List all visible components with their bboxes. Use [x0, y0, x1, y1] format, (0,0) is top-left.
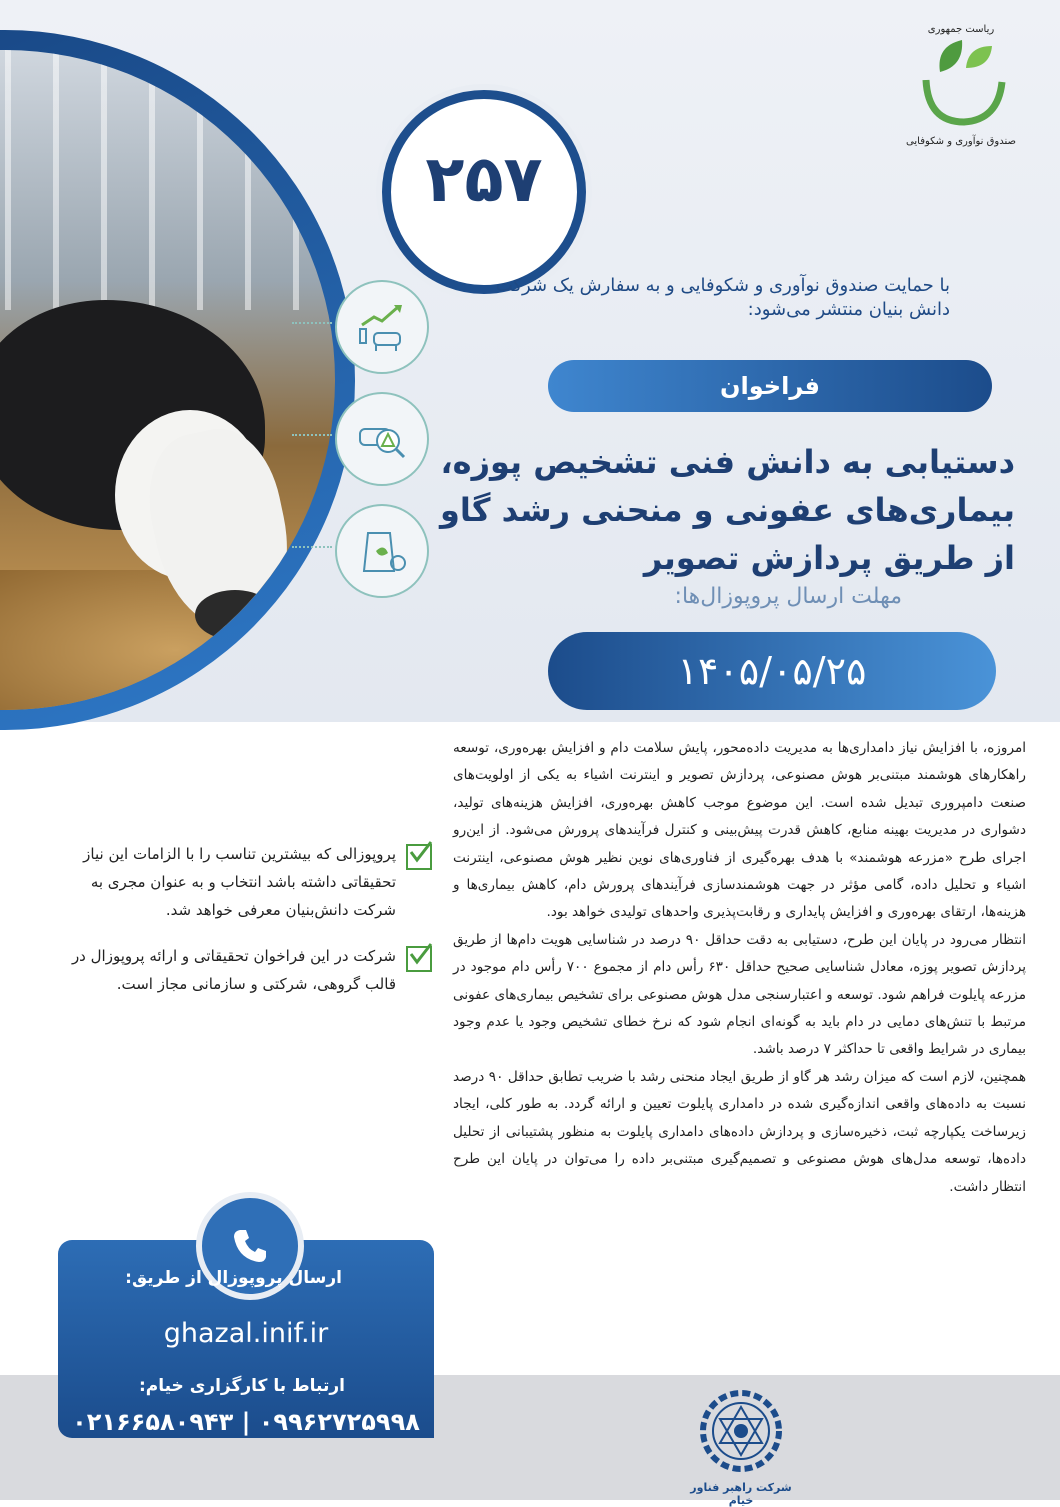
sponsor-text: با حمایت صندوق نوآوری و شکوفایی و به سفارش یک شرکت دانش بنیان منتشر می‌شود:: [495, 275, 950, 320]
body-paragraph: امروزه، با افزایش نیاز دامداری‌ها به مدیریت داده‌محور، پایش سلامت دام و افزایش بهره‌وری، توسعه راهکارهای هوشمند مبتنی‌بر هوش مصنوعی، پردازش تصویر و اینترنت اشیاء به یکی از اولویت‌های صنعت دامپروری تبدیل شده است. این موضوع موجب کاهش بهره‌وری، افزایش هزینه‌های تولید، دشواری در مدیریت بهینه منابع، کاهش قدرت پیش‌بینی و کنترل فرآیندهای پرورش می‌شود. از این‌رو اجرای طرح «مزرعه هوشمند» با هدف بهره‌گیری از فناوری‌های نوین نظیر هوش مصنوعی، اینترنت اشیاء و تحلیل داده، گامی مؤثر در جهت هوشمندسازی فرآیندهای پرورش دام، کاهش بیماری‌ها و هزینه‌ها، ارتقای بهره‌وری و افزایش پایداری و رقابت‌پذیری واحدهای تولیدی خواهد بود.: [453, 740, 1026, 921]
checkmark-icon: [406, 946, 432, 972]
connector-line: [292, 434, 332, 436]
body-paragraph: همچنین، لازم است که میزان رشد هر گاو از طریق ایجاد منحنی رشد با ضریب تطابق حداقل ۹۰ درصد نسبت به داده‌های واقعی اندازه‌گیری شده در دامداری پایلوت تعیین و ارائه گردد. به طور کلی، ایجاد زیرساخت یکپارچه ثبت، ذخیره‌سازی و پردازش داده‌های دامداری پایلوت به منظور پشتیبانی از تحلیل داده‌ها، توسعه مدل‌های هوش مصنوعی و تصمیم‌گیری مبتنی‌بر داده را می‌توان در پایان این طرح انتظار داشت.: [453, 1068, 1026, 1195]
list-item: [62, 840, 432, 924]
feed-sack-icon: [335, 504, 429, 598]
connector-line: [292, 322, 332, 324]
list-item: [62, 942, 432, 998]
issue-number-circle: [382, 90, 586, 294]
hay: [0, 570, 335, 710]
disease-detection-icon: [335, 392, 429, 486]
khayyam-logo-text: شرکت راهبر فناور خیام: [690, 1481, 792, 1507]
phone-numbers[interactable]: ۰۲۱۶۶۵۸۰۹۴۳ | ۰۹۹۶۲۷۲۵۹۹۸: [72, 1408, 420, 1436]
cow-photo: [0, 50, 335, 710]
call-badge: فراخوان: [548, 360, 992, 412]
barn-rails: [5, 50, 335, 310]
khayyam-logo: [686, 1385, 796, 1507]
svg-text:ریاست جمهوری: ریاست جمهوری: [927, 24, 995, 35]
body-text: [453, 735, 1026, 1201]
growth-chart-icon: [335, 280, 429, 374]
body-paragraph: انتظار می‌رود در پایان این طرح، دستیابی به دقت حداقل ۹۰ درصد در شناسایی هویت دام‌ها از طریق پردازش تصویر پوزه، معادل شناسایی صحیح حداقل ۶۳۰ رأس دام از مجموع ۷۰۰ رأس دام موجود در مزرعه پایلوت فراهم شود. توسعه و اعتبارسنجی مدل هوش مصنوعی برای تشخیص بیماری‌های عفونی مرتبط با تنش‌های دمایی در دام باید به گونه‌ای انجام شود که نرخ خطای تشخیص وجود یا عدم وجود بیماری در شرایط واقعی تا حداکثر ۷ درصد باشد.: [453, 931, 1027, 1058]
connector-line: [292, 546, 332, 548]
list-item-text: پروپوزالی که بیشترین تناسب را با الزامات این نیاز تحقیقاتی داشته باشد انتخاب و به عنوان مجری به شرکت دانش‌بنیان معرفی خواهد شد.: [83, 845, 396, 919]
submission-url[interactable]: ghazal.inif.ir: [163, 1318, 329, 1349]
call-title: دستیابی به دانش فنی تشخیص پوزه، بیماری‌های عفونی و منحنی رشد گاو از طریق پردازش تصویر: [439, 443, 1015, 577]
checkmark-icon: [406, 844, 432, 870]
requirements-list: [62, 840, 432, 1016]
svg-text:صندوق نوآوری و شکوفایی: صندوق نوآوری و شکوفایی: [906, 136, 1016, 147]
innovation-fund-logo: [906, 10, 1016, 150]
send-proposal-label: ارسال پروپوزال از طریق:: [125, 1268, 342, 1288]
agency-label: ارتباط با کارگزاری خیام:: [138, 1376, 345, 1396]
deadline-label: مهلت ارسال پروپوزال‌ها:: [674, 584, 902, 609]
list-item-text: شرکت در این فراخوان تحقیقاتی و ارائه پروپوزال در قالب گروهی، شرکتی و سازمانی مجاز است.: [71, 947, 396, 993]
deadline-date: ۱۴۰۵/۰۵/۲۵: [548, 632, 996, 710]
issue-number: ۲۵۷: [425, 143, 543, 217]
cow-nose: [195, 590, 275, 640]
